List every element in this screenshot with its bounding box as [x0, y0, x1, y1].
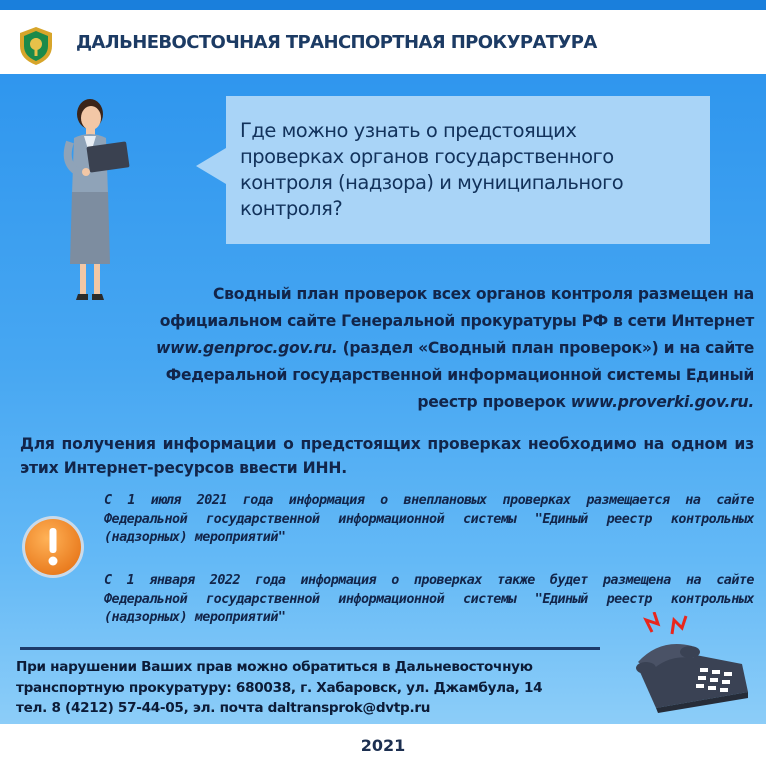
paragraph-line-rest: (раздел «Сводный план проверок») и на сайте	[337, 339, 754, 357]
prosecutor-emblem-icon	[14, 24, 58, 68]
contact-line: транспортную прокуратуру: 680038, г. Хабаровск, ул. Джамбула, 14	[16, 679, 543, 696]
question-line: Где можно узнать о предстоящих	[240, 119, 577, 142]
inn-instruction-paragraph: Для получения информации о предстоящих проверках необходимо на одном из этих Интернет-ресурсов ввести ИНН.	[20, 435, 754, 477]
header	[0, 10, 766, 74]
contact-line: тел. 8 (4212) 57-44-05, эл. почта daltransprok@dvtp.ru	[16, 700, 431, 716]
footer	[0, 724, 766, 766]
top-accent-bar	[0, 0, 766, 10]
paragraph-line	[30, 389, 754, 416]
divider	[20, 647, 600, 650]
main-panel	[0, 74, 766, 724]
paragraph-line: Сводный план проверок всех органов контроля размещен на	[213, 285, 754, 303]
note-january-2022: С 1 января 2022 года информация о проверках также будет размещена на сайте Федеральной государственной информационной системы "Единый реестр контрольных (надзорных) мероприятий"	[104, 573, 754, 625]
organization-name: ДАЛЬНЕВОСТОЧНАЯ ТРАНСПОРТНАЯ ПРОКУРАТУРА	[76, 32, 597, 53]
paragraph-line-start: реестр проверок	[417, 393, 571, 411]
woman-with-laptop-illustration	[52, 96, 134, 306]
contact-line: При нарушении Ваших прав можно обратиться в Дальневосточную	[16, 659, 533, 675]
question-text	[240, 118, 700, 222]
question-line: проверках органов государственного	[240, 145, 614, 168]
contact-info	[16, 657, 616, 719]
exclamation-warning-icon	[20, 514, 86, 580]
paragraph-line: Федеральной государственной информационной системы Единый	[165, 366, 754, 384]
genproc-link[interactable]: www.genproc.gov.ru.	[156, 339, 338, 357]
question-line: контроля?	[240, 197, 343, 220]
paragraph-line: официальном сайте Генеральной прокуратуры РФ в сети Интернет	[159, 312, 754, 330]
speech-bubble-tail	[196, 148, 226, 184]
note-july-2021: С 1 июля 2021 года информация о внеплановых проверках размещается на сайте Федеральной государственной информационной системы "Единый реестр контрольных (надзорных) мероприятий"	[104, 493, 754, 545]
summary-plan-paragraph	[30, 281, 754, 416]
proverki-link[interactable]: www.proverki.gov.ru.	[570, 393, 754, 411]
paragraph-line	[30, 335, 754, 362]
ringing-phone-icon	[630, 612, 754, 714]
year-label: 2021	[360, 736, 406, 755]
question-line: контроля (надзора) и муниципального	[240, 171, 624, 194]
